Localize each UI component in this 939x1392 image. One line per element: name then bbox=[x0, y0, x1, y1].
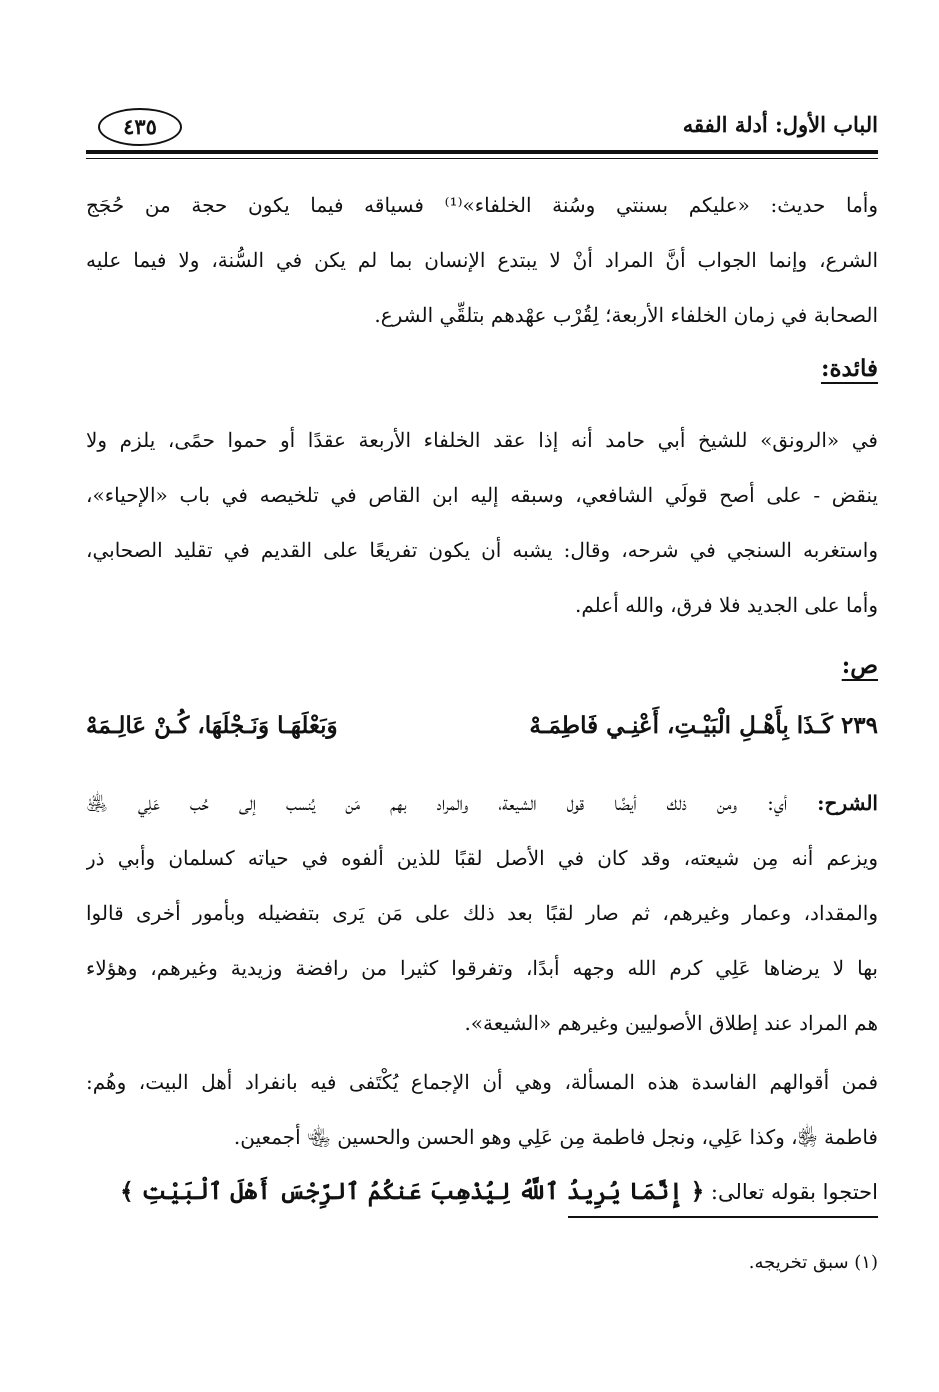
paragraph-line bbox=[86, 776, 878, 831]
paragraph-line: والمقداد، وعمار وغيرهم، ثم صار لقبًا بعد ذلك على مَن يَرى بتفضيله وبأمور أخرى قالوا bbox=[86, 901, 878, 925]
sharh-label: الشرح: bbox=[817, 791, 878, 815]
quran-verse: ﴿ إِنَّمَا يُرِيدُ ٱللَّهُ لِيُذْهِبَ عَنكُمُ ٱلرِّجْسَ أَهْلَ ٱلْبَيْتِ ﴾ bbox=[120, 1178, 705, 1205]
paragraph-line: ويزعم أنه مِن شيعته، وقد كان في الأصل لقبًا للذين ألفوه في حياته كسلمان وأبي ذر bbox=[86, 846, 878, 870]
sharh-first-line: أي: ومن ذلك أيضًا قول الشيعة، والمراد بهم مَن يُنسب إلى حُب عَلِي ﵁ bbox=[86, 791, 818, 815]
poem-verse bbox=[86, 712, 878, 762]
paragraph-line: ينقض - على أصح قولَي الشافعي، وسبقه إليه ابن القاص في تلخيصه في باب «الإحياء»، bbox=[86, 483, 878, 507]
footnote-separator bbox=[568, 1216, 878, 1218]
verse-first-hemistich: ٢٣٩ كَـذَا بِأَهْـلِ الْبَيْـتِ، أَعْنِـي فَاطِمَـهْ bbox=[529, 712, 878, 739]
paragraph-line: بها لا يرضاها عَلِي كرم الله وجهه أبدًا، وتفرقوا كثيرا من رافضة وزيدية وغيرهم، وهؤلاء bbox=[86, 956, 878, 980]
quran-citation bbox=[86, 1165, 878, 1219]
paragraph-line: الشرع، وإنما الجواب أنَّ المراد أنْ لا يبتدع الإنسان بما لم يكن في السُّنة، ولا فيما عليه bbox=[86, 248, 878, 272]
paragraph-line: وأما حديث: «عليكم بسنتي وسُنة الخلفاء»⁽¹⁾ فسياقه فيما يكون حجة من حُجَج bbox=[86, 193, 878, 217]
paragraph-line: وأما على الجديد فلا فرق، والله أعلم. bbox=[574, 593, 878, 617]
quran-intro: احتجوا بقوله تعالى: bbox=[704, 1180, 878, 1204]
header-rule-thin bbox=[86, 158, 878, 159]
paragraph-line: فاطمة ﵂، وكذا عَلِي، ونجل فاطمة مِن عَلِي وهو الحسن والحسين ﵄ أجمعين. bbox=[233, 1125, 878, 1149]
paragraph-line: واستغربه السنجي في شرحه، وقال: يشبه أن يكون تفريعًا على القديم في تقليد الصحابي، bbox=[86, 538, 878, 562]
paragraph-line: هم المراد عند إطلاق الأصوليين وغيرهم «الشيعة». bbox=[464, 1011, 878, 1035]
paragraph-hadith bbox=[86, 178, 878, 343]
paragraph-line: في «الرونق» للشيخ أبي حامد أنه إذا عقد الخلفاء الأربعة عقدًا أو حموا حمًى، يلزم ولا bbox=[86, 428, 878, 452]
paragraph-ijma bbox=[86, 1055, 878, 1165]
header-rule-thick bbox=[86, 150, 878, 154]
paragraph-sharh bbox=[86, 776, 878, 1051]
paragraph-faida bbox=[86, 413, 878, 633]
matn-heading: ص: bbox=[841, 652, 878, 679]
page-header bbox=[86, 98, 878, 146]
faida-heading: فائدة: bbox=[820, 355, 878, 382]
page-number: ٤٣٥ bbox=[98, 108, 182, 146]
verse-second-hemistich: وَبَعْلَهَـا وَنَـجْلَهَا، كُـنْ عَالِـمَهْ bbox=[86, 712, 338, 739]
chapter-title: الباب الأول: أدلة الفقه bbox=[682, 112, 878, 137]
footnote: (١) سبق تخريجه. bbox=[748, 1252, 878, 1273]
paragraph-line: فمن أقوالهم الفاسدة هذه المسألة، وهي أن الإجماع يُكْتَفى فيه بانفراد أهل البيت، وهُم: bbox=[86, 1070, 878, 1094]
paragraph-line: الصحابة في زمان الخلفاء الأربعة؛ لِقُرْب عهْدهم بتلقِّي الشرع. bbox=[374, 303, 878, 327]
